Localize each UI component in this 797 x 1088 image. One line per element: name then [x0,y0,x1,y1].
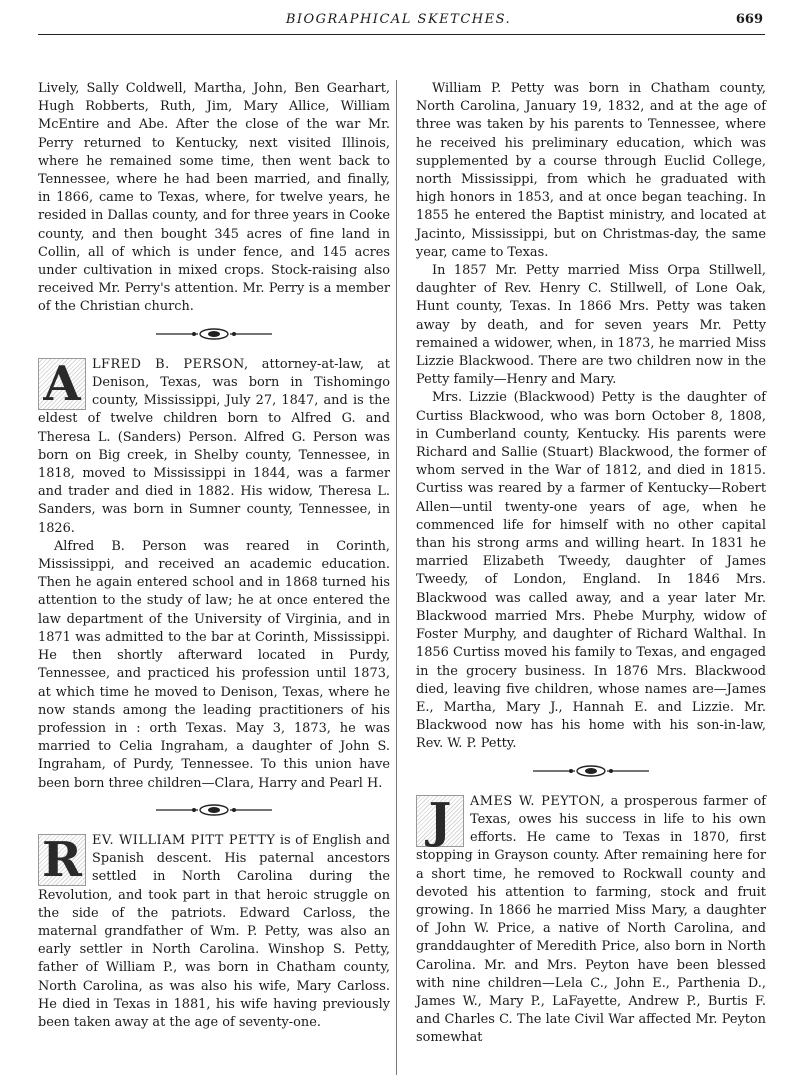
page-header [0,0,797,40]
section-ornament [38,328,390,346]
left-column [38,80,390,1032]
person-intro-text: attorney-at-law, at Denison, Texas, was born in Tishomingo county, Mississippi, July 27, 1847, and is the eldest of twelve children born to Alfred G. and Theresa L. (Sanders) Person. Alfred G. Person was born on Big creek, in Shelby county, Tennessee, in 1818, moved to Mississippi in 1844, was a farmer and trader and died in 1882. His widow, Theresa L. Sanders, was born in Sumner county, Tennessee, in 1826. [38,356,390,536]
column-divider [396,80,397,1075]
dropcap-a: A [38,358,86,410]
section-ornament [416,765,766,783]
person-sketch-intro [38,356,390,538]
person-heading: LFRED B. PERSON, [92,356,249,372]
petty-sketch-body-1: William P. Petty was born in Chatham county, North Carolina, January 19, 1832, and at the age of three was taken by his parents to Tennessee, where he received his preliminary education, which was supplemented by a course through Euclid College, north Mississippi, from which he graduated with high honors in 1853, and at once began teaching. In 1855 he entered the Baptist ministry, and located at Jacinto, Mississippi, but on Christmas-day, the same year, came to Texas. [416,81,766,260]
page-number: 669 [735,12,763,27]
section-ornament [38,804,390,822]
petty-sketch-body-2: In 1857 Mr. Petty married Miss Orpa Stillwell, daughter of Rev. Henry C. Stillwell, of Lone Oak, Hunt county, Texas. In 1866 Mrs. Petty was taken away by death, and for seven years Mr. Petty remained a widower, when, in 1873, he married Miss Lizzie Blackwood. There are two children now in the Petty family—Henry and Mary. [416,263,766,388]
person-sketch-body: Alfred B. Person was reared in Corinth, Mississippi, and received an academic education. Then he again entered school and in 1868 turned his attention to the study of law; he at once entered the law department of the University of Virginia, and in 1871 was admitted to the bar at Corinth, Mississippi. He then shortly afterward located in Purdy, Tennessee, and practiced his profession until 1873, at which time he moved to Denison, Texas, where he now stands among the leading practitioners of his profession in : orth Texas. May 3, 1873, he was married to Celia Ingraham, a daughter of John S. Ingraham, of Purdy, Tennessee. To this union have been born three children—Clara, Harry and Pearl H. [38,538,390,791]
petty-heading: EV. WILLIAM PITT PETTY [92,832,276,848]
petty-intro-text: is of English and Spanish descent. His paternal ancestors settled in North Carolina during the Revolution, and took part in that heroic struggle on the side of the patriots. Edward Carloss, the maternal grandfather of Wm. P. Petty, was also an early settler in North Carolina. Winshop S. Petty, father of William P., was born in Chatham county, North Carolina, as was also his wife, Mary Carloss. He died in Texas in 1881, his wife having previously been taken away at the age of seventy-one. [38,832,390,1030]
ornament-divider-icon [154,328,274,340]
ornament-divider-icon [531,765,651,777]
right-column [416,80,766,1048]
peyton-heading: AMES W. PEYTON, [470,793,605,809]
blackwood-sketch: Mrs. Lizzie (Blackwood) Petty is the daughter of Curtiss Blackwood, who was born October 8, 1808, in Cumberland county, Kentucky. His parents were Richard and Sallie (Stuart) Blackwood, the former of whom served in the War of 1812, and died in 1815. Curtiss was reared by a farmer of Kentucky—Robert Allen—until twenty-one years of age, when he commenced life for himself with no other capital than his strong arms and willing heart. In 1831 he married Elizabeth Tweedy, daughter of James Tweedy, of London, England. In 1846 Mrs. Blackwood was called away, and a year later Mr. Blackwood married Mrs. Phebe Murphy, widow of Foster Murphy, and daughter of Richard Walthal. In 1856 Curtiss moved his family to Texas, and engaged in the grocery business. In 1876 Mrs. Blackwood died, leaving five children, whose names are—James E., Martha, Mary J., Hannah E. and Lizzie. Mr. Blackwood now has his home with his son-in-law, Rev. W. P. Petty. [416,390,766,752]
ornament-divider-icon [154,804,274,816]
header-rule [38,34,765,35]
peyton-sketch-intro [416,793,766,1048]
petty-sketch-intro [38,832,390,1032]
perry-sketch-end: Lively, Sally Coldwell, Martha, John, Ben Gearhart, Hugh Robberts, Ruth, Jim, Mary Allice, William McEntire and Abe. After the close of the war Mr. Perry returned to Kentucky, next visited Illinois, where he remained some time, then went back to Tennessee, where he had been married, and finally, in 1866, came to Texas, where, for twelve years, he resided in Dallas county, and for three years in Cooke county, and then bought 345 acres of fine land in Collin, all of which is under fence, and 145 acres under cultivation in mixed crops. Stock-raising also received Mr. Perry's attention. Mr. Perry is a member of the Christian church. [38,81,390,315]
running-title: BIOGRAPHICAL SKETCHES. [285,12,512,27]
dropcap-r: R [38,834,86,886]
peyton-intro-text: a prosperous farmer of Texas, owes his success in life to his own efforts. He came to Texas in 1870, first stopping in Grayson county. After remaining here for a short time, he removed to Rockwall county and devoted his attention to farming, stock and fruit growing. In 1866 he married Miss Mary, a daughter of John W. Price, a native of North Carolina, and granddaughter of Meredith Price, also born in North Carolina. Mr. and Mrs. Peyton have been blessed with nine children—Lela C., John E., Parthenia D., James W., Mary P., LaFayette, Andrew P., Burtis F. and Charles C. The late Civil War affected Mr. Peyton somewhat [416,793,766,1046]
dropcap-j: J [416,795,464,847]
